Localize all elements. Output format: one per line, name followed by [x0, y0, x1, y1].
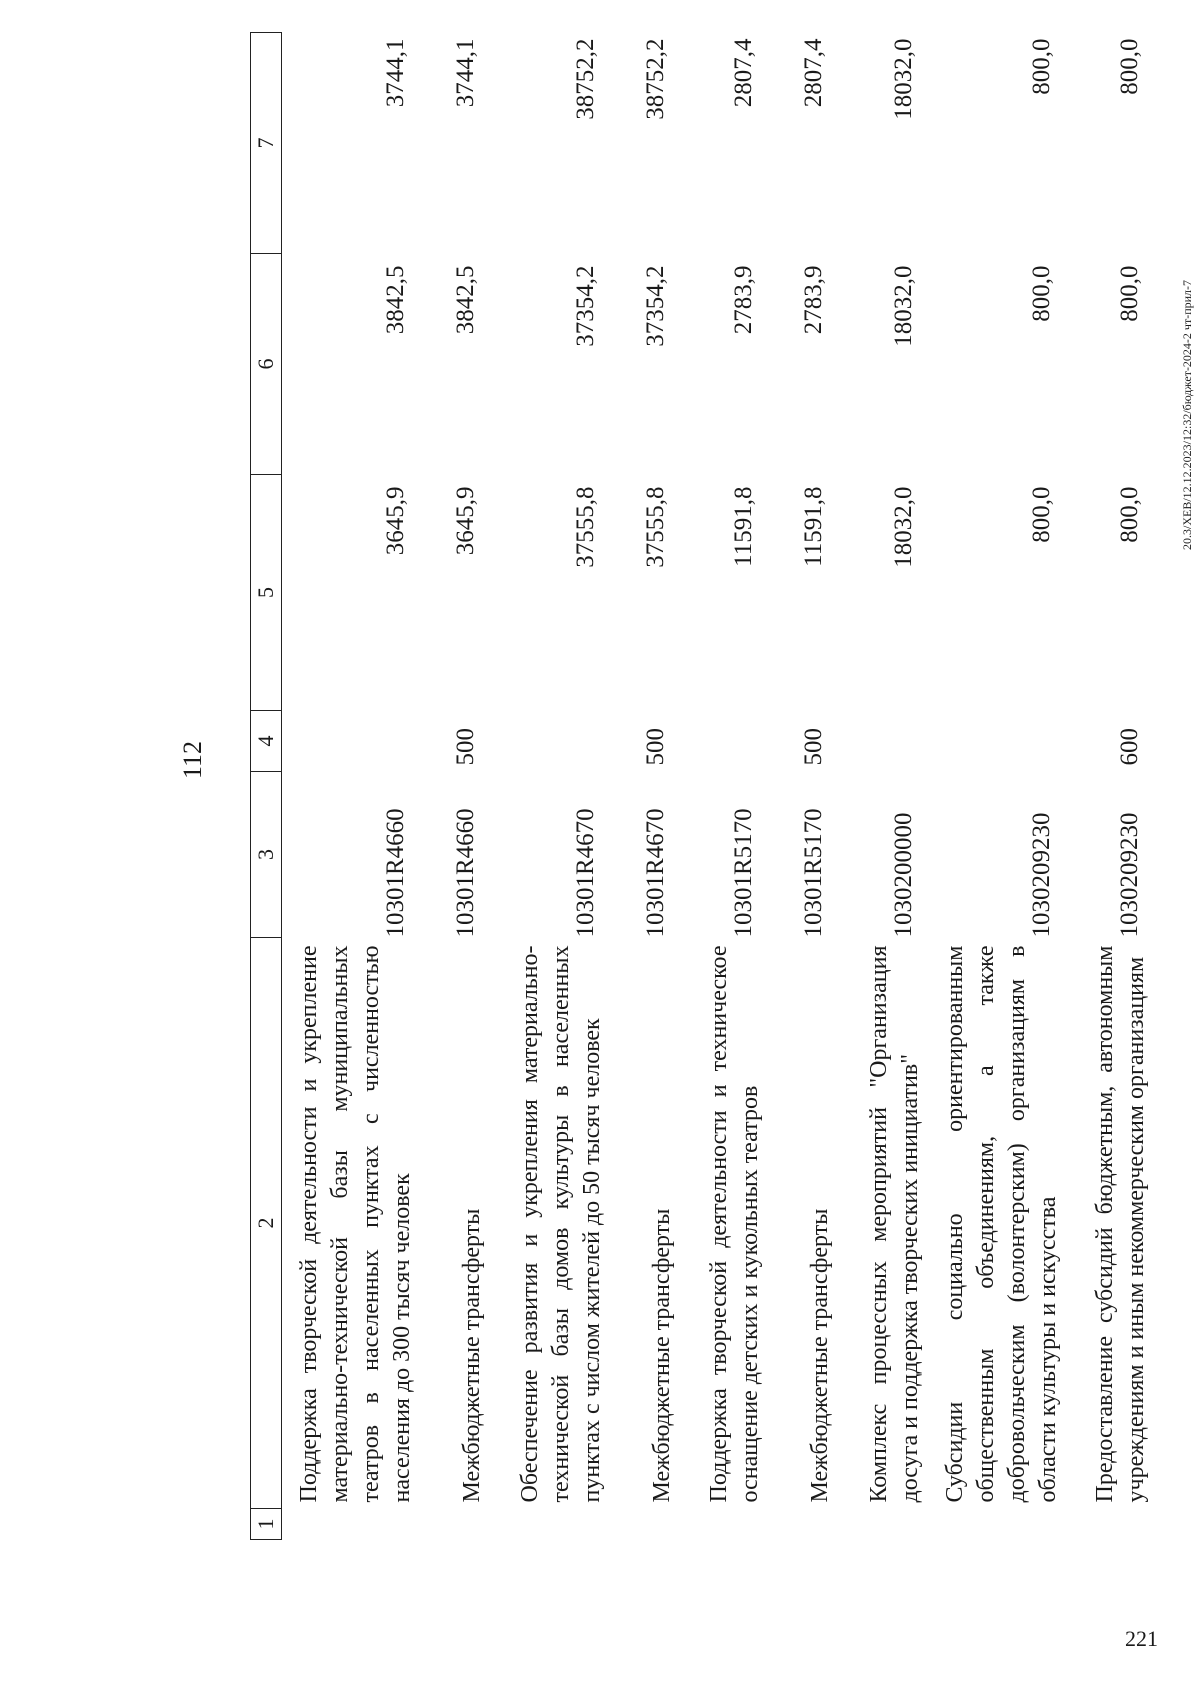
budget-table	[250, 32, 1166, 1540]
row-value-5: 800,0	[1115, 486, 1143, 543]
row-value-6: 2783,9	[729, 265, 757, 335]
row-value-6: 3842,5	[451, 265, 479, 335]
row-name: Поддержка творческой деятельности и техническое оснащение детских и кукольных театров	[705, 945, 763, 1503]
row-value-6: 800,0	[1115, 265, 1143, 322]
row-code: 1030200000	[889, 812, 917, 938]
document-reference: 20.3/ХЕВ/12.12.2023/12:32/бюджет-2024-2 чт-прил-7	[1180, 279, 1194, 550]
table-row	[1078, 33, 1166, 1540]
row-kind: 600	[1115, 728, 1143, 766]
header-col-6: 6	[251, 254, 282, 475]
table-row	[780, 33, 850, 1540]
row-value-7: 3744,1	[381, 38, 409, 108]
header-col-3: 3	[251, 772, 282, 938]
row-value-6: 800,0	[1027, 265, 1055, 322]
row-kind	[282, 711, 432, 772]
row-value-6: 18032,0	[889, 265, 917, 347]
row-value-6: 2783,9	[799, 265, 827, 335]
header-col-7: 7	[251, 33, 282, 254]
row-value-6: 37354,2	[641, 265, 669, 347]
row-code: 10301R5170	[799, 808, 827, 938]
row-value-7: 800,0	[1115, 38, 1143, 95]
table-row	[432, 33, 502, 1540]
row-value-5: 11591,8	[729, 486, 757, 567]
row-kind	[502, 711, 622, 772]
row-code: 10301R4660	[451, 808, 479, 938]
row-code: 1030209230	[1115, 812, 1143, 938]
row-value-6: 3842,5	[381, 265, 409, 335]
row-value-5: 3645,9	[451, 486, 479, 556]
row-name: Межбюджетные трансферты	[648, 1208, 675, 1503]
row-value-7: 38752,2	[571, 38, 599, 120]
row-name: Обеспечение развития и укрепления материально-технической базы домов культуры в населенных пунктах с числом жителей до 50 тысяч человек	[516, 945, 605, 1503]
page-number-side: 221	[1125, 1626, 1158, 1651]
table-row	[940, 33, 1078, 1540]
row-value-5: 18032,0	[889, 486, 917, 568]
row-value-5: 3645,9	[381, 486, 409, 556]
page-number-top: 112	[178, 740, 207, 780]
row-code: 10301R4660	[381, 808, 409, 938]
header-col-4: 4	[251, 711, 282, 772]
row-name: Предоставление субсидий бюджетным, автономным учреждениям и иным некоммерческим организациям	[1091, 945, 1149, 1503]
table-row	[692, 33, 780, 1540]
header-col-2: 2	[251, 938, 282, 1509]
row-value-5: 11591,8	[799, 486, 827, 567]
row-value-7: 2807,4	[799, 38, 827, 108]
row-kind	[940, 711, 1078, 772]
header-row	[251, 33, 282, 1540]
row-value-5: 37555,8	[641, 486, 669, 568]
row-name: Межбюджетные трансферты	[806, 1208, 833, 1503]
table-row	[282, 33, 432, 1540]
row-kind	[692, 711, 780, 772]
table-row	[622, 33, 692, 1540]
row-kind	[850, 711, 940, 772]
row-code: 10301R5170	[729, 808, 757, 938]
row-value-7: 18032,0	[889, 38, 917, 120]
header-col-1: 1	[251, 1509, 282, 1540]
row-value-5: 37555,8	[571, 486, 599, 568]
row-value-5: 800,0	[1027, 486, 1055, 543]
row-code: 10301R4670	[571, 808, 599, 938]
header-col-5: 5	[251, 475, 282, 711]
row-kind: 500	[641, 728, 669, 766]
row-name: Межбюджетные трансферты	[458, 1208, 485, 1503]
table-row	[850, 33, 940, 1540]
row-name: Комплекс процессных мероприятий "Организация досуга и поддержка творческих инициатив"	[865, 945, 923, 1503]
row-kind: 500	[451, 728, 479, 766]
rotated-page-content	[170, 20, 1200, 1560]
row-value-6: 37354,2	[571, 265, 599, 347]
table-row	[502, 33, 622, 1540]
row-value-7: 800,0	[1027, 38, 1055, 95]
row-value-7: 2807,4	[729, 38, 757, 108]
row-value-7: 38752,2	[641, 38, 669, 120]
row-code: 10301R4670	[641, 808, 669, 938]
row-value-7: 3744,1	[451, 38, 479, 108]
row-code: 1030209230	[1027, 812, 1055, 938]
row-name: Субсидии социально ориентированным общественным объединениям, а также добровольческим (волонтерским) организациям в области культуры и искусства	[941, 945, 1061, 1503]
row-name: Поддержка творческой деятельности и укрепление материально-технической базы муниципальных театров в населенных пунктах с численностью населения до 300 тысяч человек	[295, 945, 415, 1503]
row-kind: 500	[799, 728, 827, 766]
